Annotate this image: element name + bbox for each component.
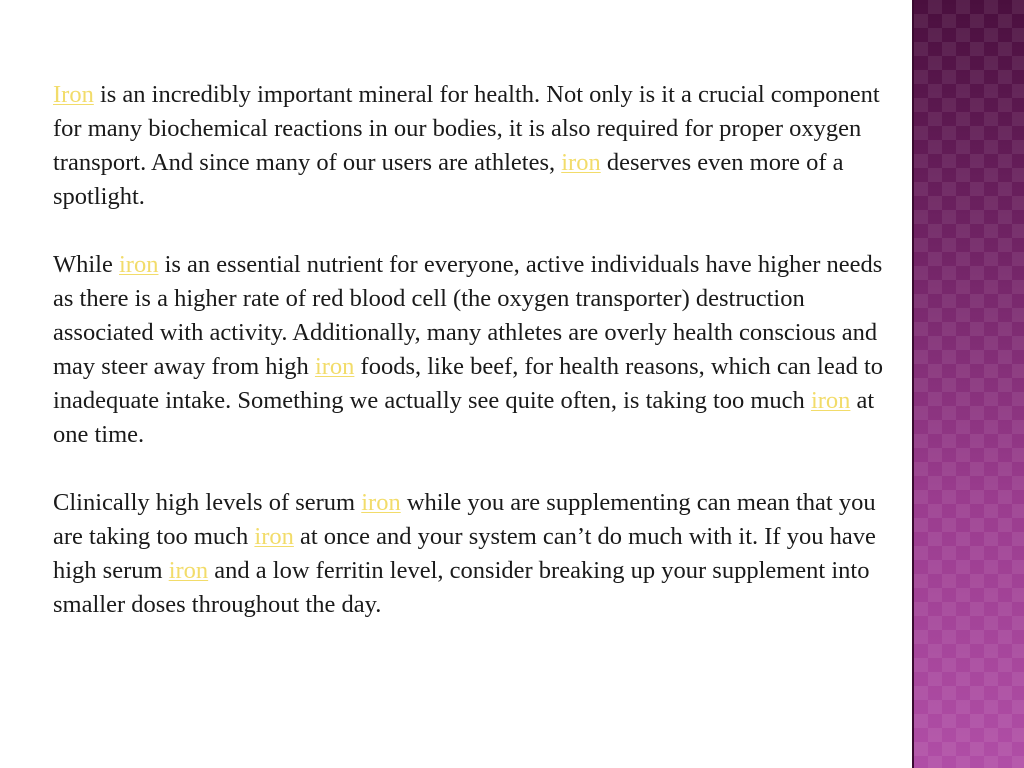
paragraph-text: is an incredibly important mineral for health. Not only is it a crucial component for many biochemical reactions in our bodies, it is also required for proper oxygen transport. And since many of our users are athletes, [53, 81, 880, 176]
paragraph-2 [53, 248, 893, 452]
iron-link[interactable]: Iron [53, 81, 94, 108]
iron-link[interactable]: iron [119, 251, 159, 278]
paragraph-3 [53, 486, 893, 622]
iron-link[interactable]: iron [254, 523, 294, 550]
paragraph-text: at once and your system can’t do much with it. If you have high serum [53, 523, 876, 584]
paragraph-1 [53, 78, 893, 214]
paragraph-text: deserves even more of a spotlight. [53, 149, 844, 210]
decorative-side-panel [912, 0, 1024, 768]
paragraph-text: foods, like beef, for health reasons, which can lead to inadequate intake. Something we actually see quite often, is taking too much [53, 353, 884, 414]
paragraph-text: while you are supplementing can mean that you are taking too much [53, 489, 876, 550]
paragraph-text: Clinically high levels of serum [53, 489, 362, 516]
iron-link[interactable]: iron [314, 353, 355, 380]
iron-link[interactable]: iron [810, 387, 851, 414]
iron-link[interactable]: iron [361, 489, 401, 516]
iron-link[interactable]: iron [168, 557, 209, 584]
paragraph-text: While [53, 251, 119, 278]
paragraph-text: is an essential nutrient for everyone, active individuals have higher needs as there is a higher rate of red blood cell (the oxygen transporter) destruction associated with activity. Additionally, many athletes are overly health conscious and may steer away from high [53, 251, 883, 380]
iron-link[interactable]: iron [561, 149, 601, 176]
paragraph-text: and a low ferritin level, consider breaking up your supplement into smaller doses throughout the day. [53, 557, 870, 618]
paragraph-text: at one time. [53, 387, 875, 448]
slide-body-text [53, 78, 893, 622]
